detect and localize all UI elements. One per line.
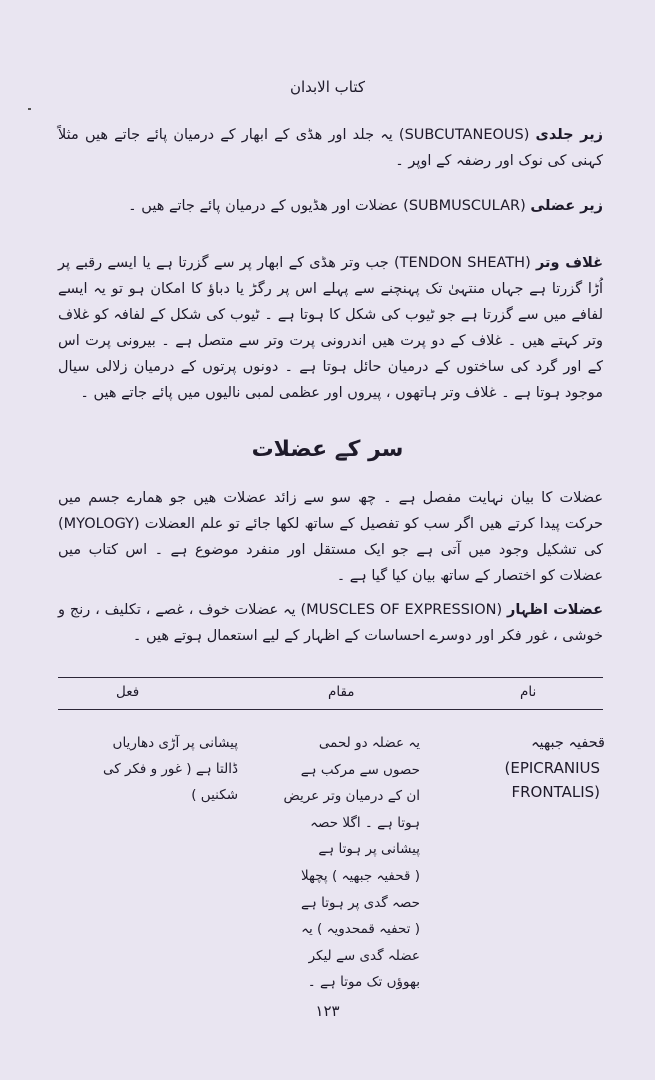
column-header-action: فعل [116,684,140,700]
muscle-name-english [440,756,600,804]
term-heading: غلاف وتر [536,255,603,271]
term-heading: زیر جلدی [535,127,603,143]
english-term: (MYOLOGY) [58,516,140,532]
table-cell-name [440,730,605,756]
muscle-name-english-line: FRONTALIS) [511,783,600,801]
paragraph-text: جب وتر ھڈی کے ابھار پر سے گزرتا ہے یا ایسے رقبے پر اُڑا گزرتا ہے جہاں منتہیٰ تک پہنچنے سے پہلے اس پر رگڑ یا دباؤ کا امکان ہو تو یہ ایسے لفافے میں سے گزرتا ہے جو ٹیوب کی شکل کا ہوتا ہے ۔ ٹیوب کی شکل کے لفافہ کو غلاف وتر کہتے ھیں ۔ غلاف کے دو پرت ھیں اندرونی پرت وتر سے متصل ہے ۔ بیرونی پرت اس کے اور گرد کی ساختوں کے درمیان حائل ہوتا ہے ۔ دونوں پرتوں کے درمیان زلالی سیال موجود ہوتا ہے ۔ غلاف وتر ہاتھوں ، پیروں اور عظمی لمبی نالیوں میں پائے جاتے ھیں ۔ [58,255,603,401]
term-heading: زیر عضلی [530,198,603,214]
english-term: (SUBCUTANEOUS) [398,127,530,143]
paragraph-text: یہ عضلات خوف ، غصے ، تکلیف ، رنج و خوشی ، غور فکر اور دوسرے احساسات کے اظہار کے لیے استعمال ہوتے ھیں ۔ [58,602,603,644]
location-line: ( قحفیہ جبھیہ ) پچھلا [300,867,420,884]
paragraph-text: کی تشکیل وجود میں آتی ہے جو ایک مستقل اور منفرد موضوع ہے ۔ اس کتاب میں عضلات کو اختصار کے ساتھ بیان کیا گیا ہے ۔ [58,542,603,584]
paragraph-text: یہ جلد اور ھڈی کے ابھار کے درمیان پائے جاتے ھیں مثلاً کہنی کی نوک اور رضفہ کے اوپر ۔ [58,127,603,169]
location-line: پیشانی پر ہوتا ہے [318,841,420,858]
location-line: حصہ گدی پر ہوتا ہے [301,894,420,911]
location-line: بھوؤں تک موتا ہے ۔ [307,974,420,991]
paragraph-tendon-sheath [58,250,603,406]
column-header-name: نام [520,684,537,700]
muscle-name-urdu: قحفیہ جبھیہ [530,735,605,751]
scan-speck [28,108,31,110]
location-line: یہ عضلہ دو لحمی [318,735,420,751]
location-line: ( تحفیہ قمحدویہ ) یہ [301,921,420,938]
table-cell-action [58,730,238,808]
paragraph-muscles-of-expression [58,597,603,649]
english-term: (TENDON SHEATH) [394,255,531,271]
paragraph-muscles-intro [58,485,603,589]
paragraph-subcutaneous [58,122,603,174]
column-header-location: مقام [328,684,355,700]
paragraph-text: عضلات اور ھڈیوں کے درمیان پائے جاتے ھیں ۔ [128,198,399,214]
table-cell-location [250,730,420,996]
location-line: عضلہ گدی سے لیکر [308,947,420,964]
term-heading: عضلات اظہار [507,602,604,618]
section-title: سر کے عضلات [251,437,404,462]
muscle-name-english-line: (EPICRANIUS [504,759,600,777]
english-term: (MUSCLES OF EXPRESSION) [300,602,503,618]
english-term: (SUBMUSCULAR) [403,198,526,214]
table-header-rule [58,709,603,710]
book-title: کتاب الابدان [289,78,366,96]
page-number: ۱۲۳ [315,1002,340,1020]
location-line: ہوتا ہے ۔ اگلا حصہ [310,814,420,831]
action-line: پیشانی پر آڑی دھاریاں [112,735,238,751]
table-top-rule [58,677,603,678]
action-line: شکنیں ) [191,787,238,803]
action-line: ڈالتا ہے ( غور و فکر کی [102,761,238,777]
page-header [0,78,655,96]
location-line: ان کے درمیان وتر عریض [283,788,420,805]
location-line: حصوں سے مرکب ہے [300,761,420,778]
paragraph-submuscular [58,193,603,219]
paragraph-text: عضلات کا بیان نہایت مفصل ہے ۔ چھ سو سے زائد عضلات ھیں جو ھمارے جسم میں حرکت پیدا کرتے ھیں اگر سب کو تفصیل کے ساتھ لکھا جائے تو علم العضلات [58,490,603,532]
